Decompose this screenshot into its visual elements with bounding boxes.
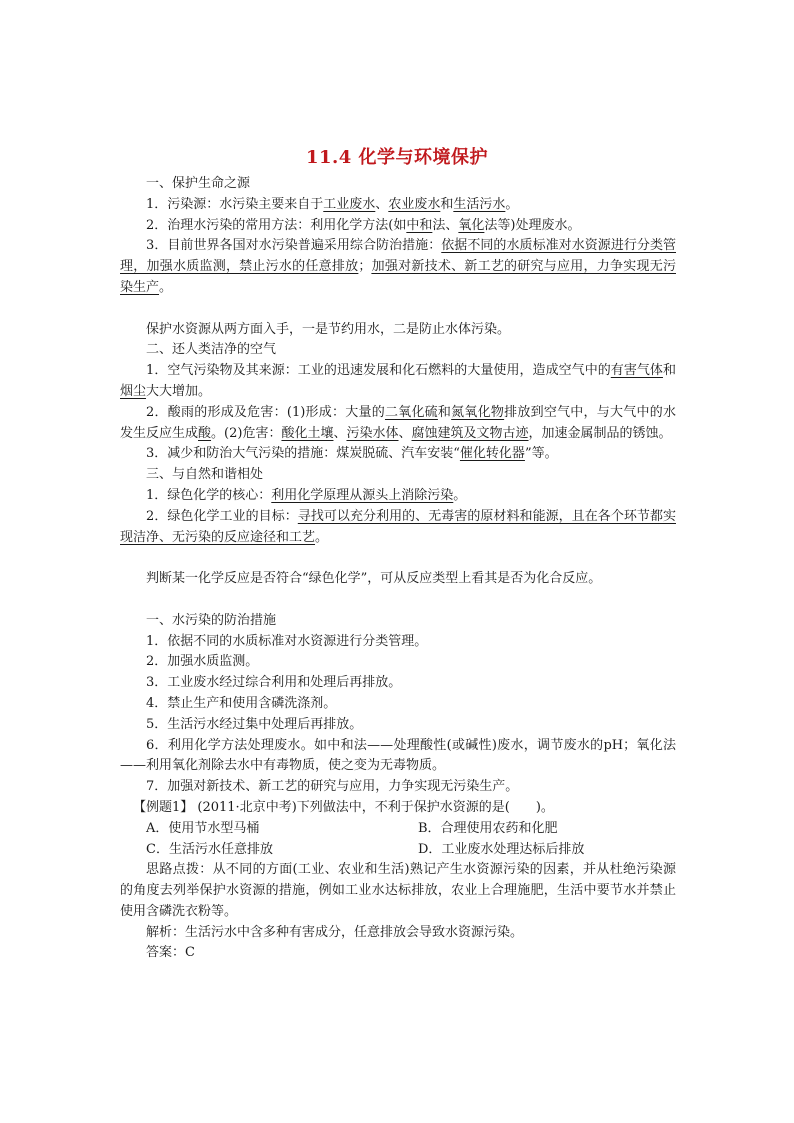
s4-item-1: 1．依据不同的水质标准对水资源进行分类管理。	[146, 633, 428, 649]
section-heading-3: 三、与自然和谐相处	[146, 467, 264, 483]
s3-item-1: 1．绿色化学的核心：利用化学原理从源头上消除污染。	[146, 487, 467, 503]
analysis-paragraph: 解析：生活污水中含多种有害成分，任意排放会导致水资源污染。	[146, 924, 524, 940]
note-water: 保护水资源从两方面入手，一是节约用水，二是防止水体污染。	[146, 321, 511, 337]
s4-item-2: 2．加强水质监测。	[146, 654, 259, 670]
choice-c: C．生活污水任意排放	[146, 841, 273, 857]
choices-row-1	[120, 819, 676, 840]
choice-b: B．合理使用农药和化肥	[418, 820, 558, 836]
s2-item-3: 3．减少和防治大气污染的措施：煤炭脱硫、汽车安装“催化转化器”等。	[146, 446, 558, 462]
choices-row-2	[120, 840, 676, 861]
document-body	[120, 174, 676, 964]
s2-item-1: 1．空气污染物及其来源：工业的迅速发展和化石燃料的大量使用，造成空气中的有害气体和烟尘大大增加。	[120, 363, 676, 399]
section-heading-2: 二、还人类洁净的空气	[146, 342, 277, 358]
page-title: 11.4 化学与环境保护	[305, 147, 489, 168]
section-heading-4: 一、水污染的防治措施	[146, 612, 277, 628]
s4-item-5: 5．生活污水经过集中处理后再排放。	[146, 716, 363, 732]
hint-paragraph: 思路点拨：从不同的方面(工业、农业和生活)熟记产生水资源污染的因素，并从杜绝污染源的角度去列举保护水资源的措施，例如工业水达标排放，农业上合理施肥，生活中要节水并禁止使用含磷洗衣粉等。	[120, 862, 676, 919]
s4-item-3: 3．工业废水经过综合利用和处理后再排放。	[146, 675, 402, 691]
s4-item-4: 4．禁止生产和使用含磷洗涤剂。	[146, 695, 337, 711]
note-green-chemistry: 判断某一化学反应是否符合“绿色化学”，可从反应类型上看其是否为化合反应。	[146, 571, 602, 587]
choice-a: A．使用节水型马桶	[146, 820, 260, 836]
s2-item-2: 2．酸雨的形成及危害：(1)形成：大量的二氧化硫和氮氧化物排放到空气中，与大气中的水发生反应生成酸。(2)危害：酸化土壤、污染水体、腐蚀建筑及文物古迹，加速金属制品的锈蚀。	[120, 404, 676, 441]
s3-item-2: 2．绿色化学工业的目标：寻找可以充分利用的、无毒害的原材料和能源，且在各个环节都实现洁净、无污染的反应途径和工艺。	[120, 508, 676, 545]
section-heading-1: 一、保护生命之源	[146, 176, 251, 191]
s1-item-3: 3．目前世界各国对水污染普遍采用综合防治措施：依据不同的水质标准对水资源进行分类管理，加强水质监测，禁止污水的任意排放；加强对新技术、新工艺的研究与应用，力争实现无污染生产。	[120, 238, 676, 295]
example-question: 【例题1】 (2011·北京中考)下列做法中，不利于保护水资源的是( )。	[133, 799, 554, 815]
choice-d: D．工业废水处理达标后排放	[418, 841, 585, 857]
s4-item-7: 7．加强对新技术、新工艺的研究与应用，力争实现无污染生产。	[146, 779, 519, 795]
answer-line: 答案：C	[146, 945, 195, 961]
s1-item-1: 1．污染源：水污染主要来自于工业废水、农业废水和生活污水。	[146, 196, 519, 212]
s1-item-2: 2．治理水污染的常用方法：利用化学方法(如中和法、氧化法等)处理废水。	[146, 217, 581, 233]
s4-item-6: 6．利用化学方法处理废水。如中和法——处理酸性(或碱性)废水，调节废水的pH；氧化法——利用氧化剂除去水中有毒物质，使之变为无毒物质。	[120, 737, 676, 774]
